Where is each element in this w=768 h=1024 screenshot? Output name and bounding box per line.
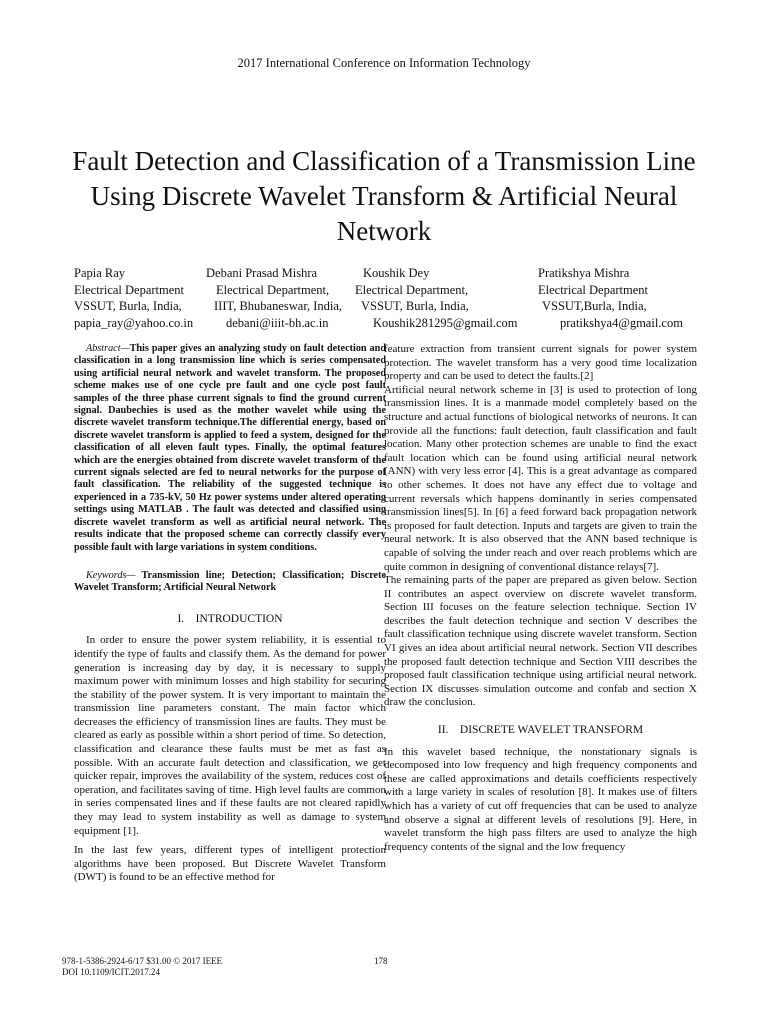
author-dept: Electrical Department, — [216, 282, 330, 297]
page-number: 178 — [374, 956, 388, 966]
right-paragraph-3: The remaining parts of the paper are prepared as given below. Section II contributes an aspect overview on discrete wavelet transform. Section III focuses on the feature selection technique. Section IV describes the fault detection technique and section V describes the fault classification technique using discrete wavelet transform. Section VI gives an idea about artificial neural network. Section VII describes the proposed fault detection technique and Section VIII describes the proposed fault classification technique using artificial neural network. Section IX discusses simulation outcome and confab and section X draw the conclusion. — [384, 574, 697, 709]
author-email: pratikshya4@gmail.com — [560, 315, 683, 330]
intro-paragraph-2: In the last few years, different types of intelligent protection algorithms have been proposed. But Discrete Wavelet Transform (DWT) is found to be an effective method for — [74, 844, 386, 884]
abstract-text: This paper gives an analyzing study on fault detection and classification in a long transmission line which is series compensated using artificial neural network and wavelet transform. The proposed scheme makes use of one cycle pre fault and one cycle post fault samples of the three phase current signals to find the ground current signal. Daubechies is used as the mother wavelet while using the discrete wavelet transform technique.The differential energy, based on discrete wavelet transform is applied to feed a system, designed for the classification of all eleven fault types. Finally, the optimal features which are the energies obtained from discrete wavelet transform of the current signals selected are fed to neural networks for the purpose of fault classification. The reliability of the suggested technique is experienced in a 735-kV, 50 Hz power systems under altered operating settings using MATLAB . The fault was detected and classified using discrete wavelet transform as well as artificial neural network. The results indicate that the proposed scheme can correctly classify every possible fault with large variations in system conditions. — [74, 343, 386, 553]
abstract-lead: Abstract— — [86, 343, 130, 354]
author-email: papia_ray@yahoo.co.in — [74, 315, 194, 330]
author-2 — [206, 265, 342, 331]
keywords-text: Transmission line; Detection; Classification; Discrete Wavelet Transform; Artificial Neural Network — [74, 569, 386, 594]
author-org: VSSUT, Burla, India, — [361, 299, 469, 313]
author-1 — [74, 265, 193, 331]
footer-copyright — [62, 956, 222, 978]
left-column — [74, 343, 386, 885]
paper-title: Fault Detection and Classification of a Transmission Line Using Discrete Wavelet Transform & Artificial Neural Network — [72, 146, 696, 246]
author-name: Papia Ray — [74, 266, 126, 280]
intro-paragraph-1: In order to ensure the power system reliability, it is essential to identify the type of faults and classify them. As the demand for power generation is increasing day by day, it is necessary to supply maximum power with minimum losses and high stability for securing the stability of the power system. It is very important to maintain the transmission line parameters constant. The main factor which decreases the efficiency of transmission lines are faults. They must be cleared as early as possible within a short period of time. So detection, classification and clearance these faults must be met as fast as possible. With an accurate fault detection and classification, we get quicker repair, improves the availability of the system, reduces cost of operation, and facilitates saving of time. High level faults are common in series compensated lines and if these faults are not cleared rapidly they may lead to system instability as well as damage to system equipment [1]. — [74, 634, 386, 837]
author-block — [0, 265, 768, 333]
right-paragraph-4: In this wavelet based technique, the nonstationary signals is decomposed into low frequency and high frequency components and these are called approximations and details coefficients respectively with a large variety in scales of resolution [8]. It makes use of filters which has a variety of cut off frequencies that can be used to analyze and observe a signal at different levels of resolutions [9]. Here, in wavelet transform the high pass filters are used to analyze the high frequency contents of the signal and the low frequency — [384, 745, 697, 853]
footer-doi: DOI 10.1109/ICIT.2017.24 — [62, 967, 160, 977]
author-3 — [355, 265, 518, 331]
keywords — [74, 570, 386, 595]
right-column — [384, 343, 697, 854]
footer-isbn: 978-1-5386-2924-6/17 $31.00 © 2017 IEEE — [62, 956, 223, 966]
author-org: VSSUT,Burla, India, — [542, 299, 647, 313]
author-dept: Electrical Department, — [355, 282, 469, 297]
author-4 — [538, 265, 683, 331]
author-org: VSSUT, Burla, India, — [74, 299, 182, 313]
right-paragraph-2: Artificial neural network scheme in [3] is used to protection of long transmission lines. It is a manmade model completely based on the structure and actual functions of biological networks of neurons. It can provide all the functions: fault detection, fault classification and fault location. Many other protection schemes are unable to find the exact fault location which can be found using artificial neural network (ANN) with very less error [4]. This is a great advantage as compared to other schemes. It does not have any effect due to voltage and current reversals which happens dominantly in series compensated transmission lines[5]. In [6] a feed forward back propagation network is proposed for fault detection. Inputs and targets are given to train the neural network. It is also observed that the ANN based technique is capable of solving the under reach and over reach problems which are quite common in designing of conventional distance relays[7]. — [384, 383, 697, 573]
keywords-lead: Keywords— — [86, 569, 136, 581]
author-name: Debani Prasad Mishra — [206, 266, 318, 280]
author-email: Koushik281295@gmail.com — [373, 315, 518, 330]
author-dept: Electrical Department — [74, 282, 185, 297]
author-name: Pratikshya Mishra — [538, 266, 630, 280]
author-dept: Electrical Department — [538, 282, 649, 297]
conference-header: 2017 International Conference on Information Technology — [237, 56, 531, 70]
right-paragraph-1: feature extraction from transient current signals for power system protection. The wavelet transform has a very good time localization property and can be used to detect the faults.[2] — [384, 343, 697, 383]
author-name: Koushik Dey — [363, 266, 430, 280]
author-org: IIIT, Bhubaneswar, India, — [214, 299, 343, 313]
author-email: debani@iiit-bh.ac.in — [226, 315, 329, 330]
section-heading-dwt: II. DISCRETE WAVELET TRANSFORM — [437, 724, 644, 737]
abstract — [74, 343, 386, 554]
section-heading-introduction: I. INTRODUCTION — [177, 612, 283, 625]
